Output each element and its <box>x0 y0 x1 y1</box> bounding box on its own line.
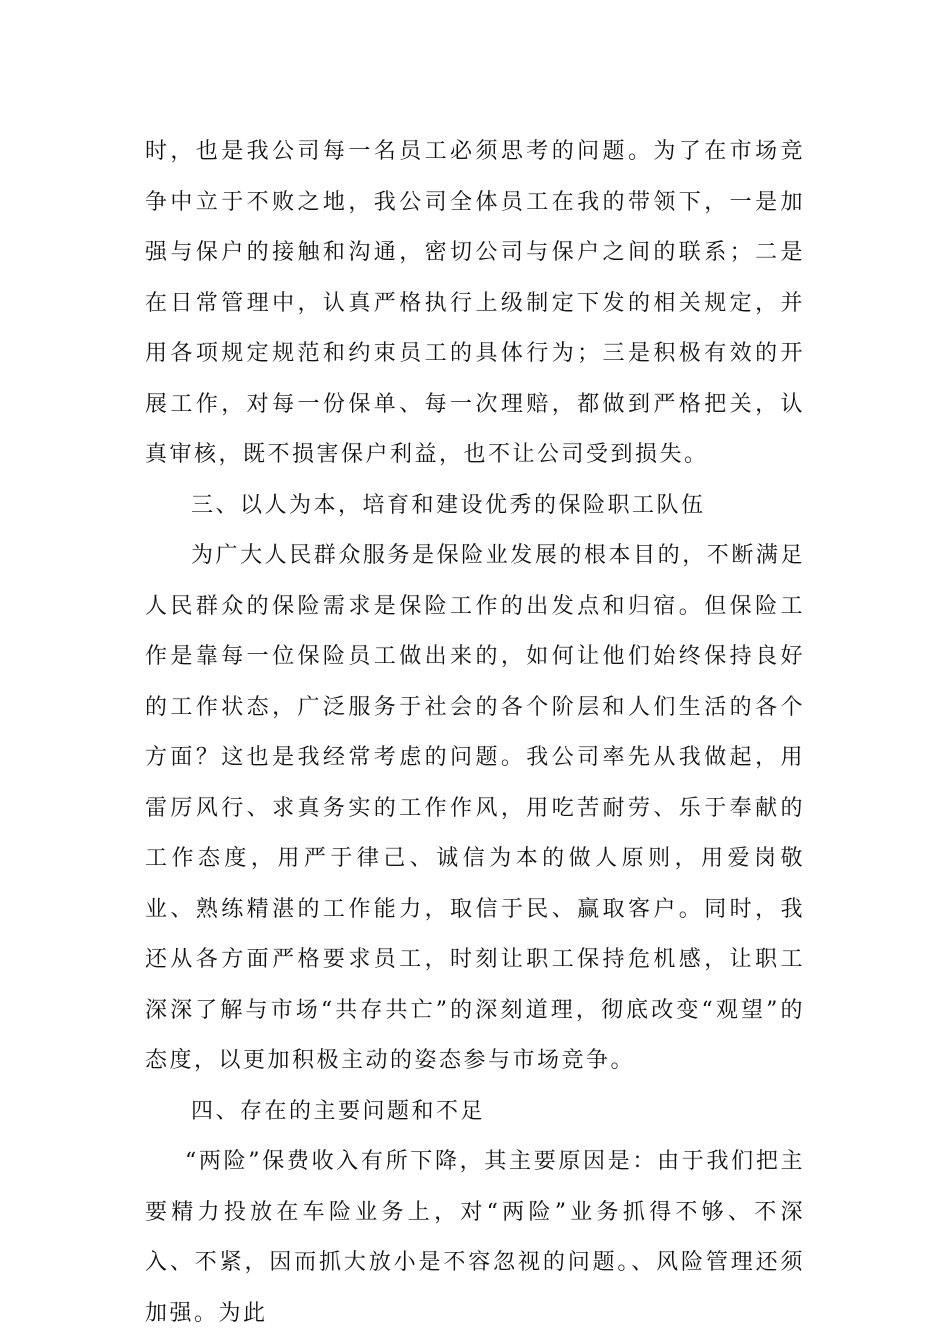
document-page <box>145 127 805 1339</box>
paragraph-body-3: 为广大人民群众服务是保险业发展的根本目的，不断满足人民群众的保险需求是保险工作的出发点和归宿。但保险工作是靠每一位保险员工做出来的，如何让他们始终保持良好的工作状态，广泛服务于社会的各个阶层和人们生活的各个方面？这也是我经常考虑的问题。我公司率先从我做起，用雷厉风行、求真务实的工作作风，用吃苦耐劳、乐于奉献的工作态度，用严于律己、诚信为本的做人原则，用爱岗敬业、熟练精湛的工作能力，取信于民、赢取客户。同时，我还从各方面严格要求员工，时刻让职工保持危机感，让职工深深了解与市场“共存共亡”的深刻道理，彻底改变“观望”的态度，以更加积极主动的姿态参与市场竞争。 <box>145 543 805 1073</box>
paragraph-continuation: 时，也是我公司每一名员工必须思考的问题。为了在市场竞争中立于不败之地，我公司全体员工在我的带领下，一是加强与保户的接触和沟通，密切公司与保户之间的联系；二是在日常管理中，认真严格执行上级制定下发的相关规定，并用各项规定规范和约束员工的具体行为；三是积极有效的开展工作，对每一份保单、每一次理赔，都做到严格把关，认真审核，既不损害保户利益，也不让公司受到损失。 <box>145 139 805 467</box>
section-heading-3: 三、以人为本，培育和建设优秀的保险职工队伍 <box>191 492 706 518</box>
section-heading-4: 四、存在的主要问题和不足 <box>191 1098 486 1124</box>
paragraph-body-4: “两险”保费收入有所下降，其主要原因是：由于我们把主要精力投放在车险业务上，对“两险”业务抓得不够、不深入、不紧，因而抓大放小是不容忽视的问题。、风险管理还须加强。为此 <box>145 1149 805 1326</box>
